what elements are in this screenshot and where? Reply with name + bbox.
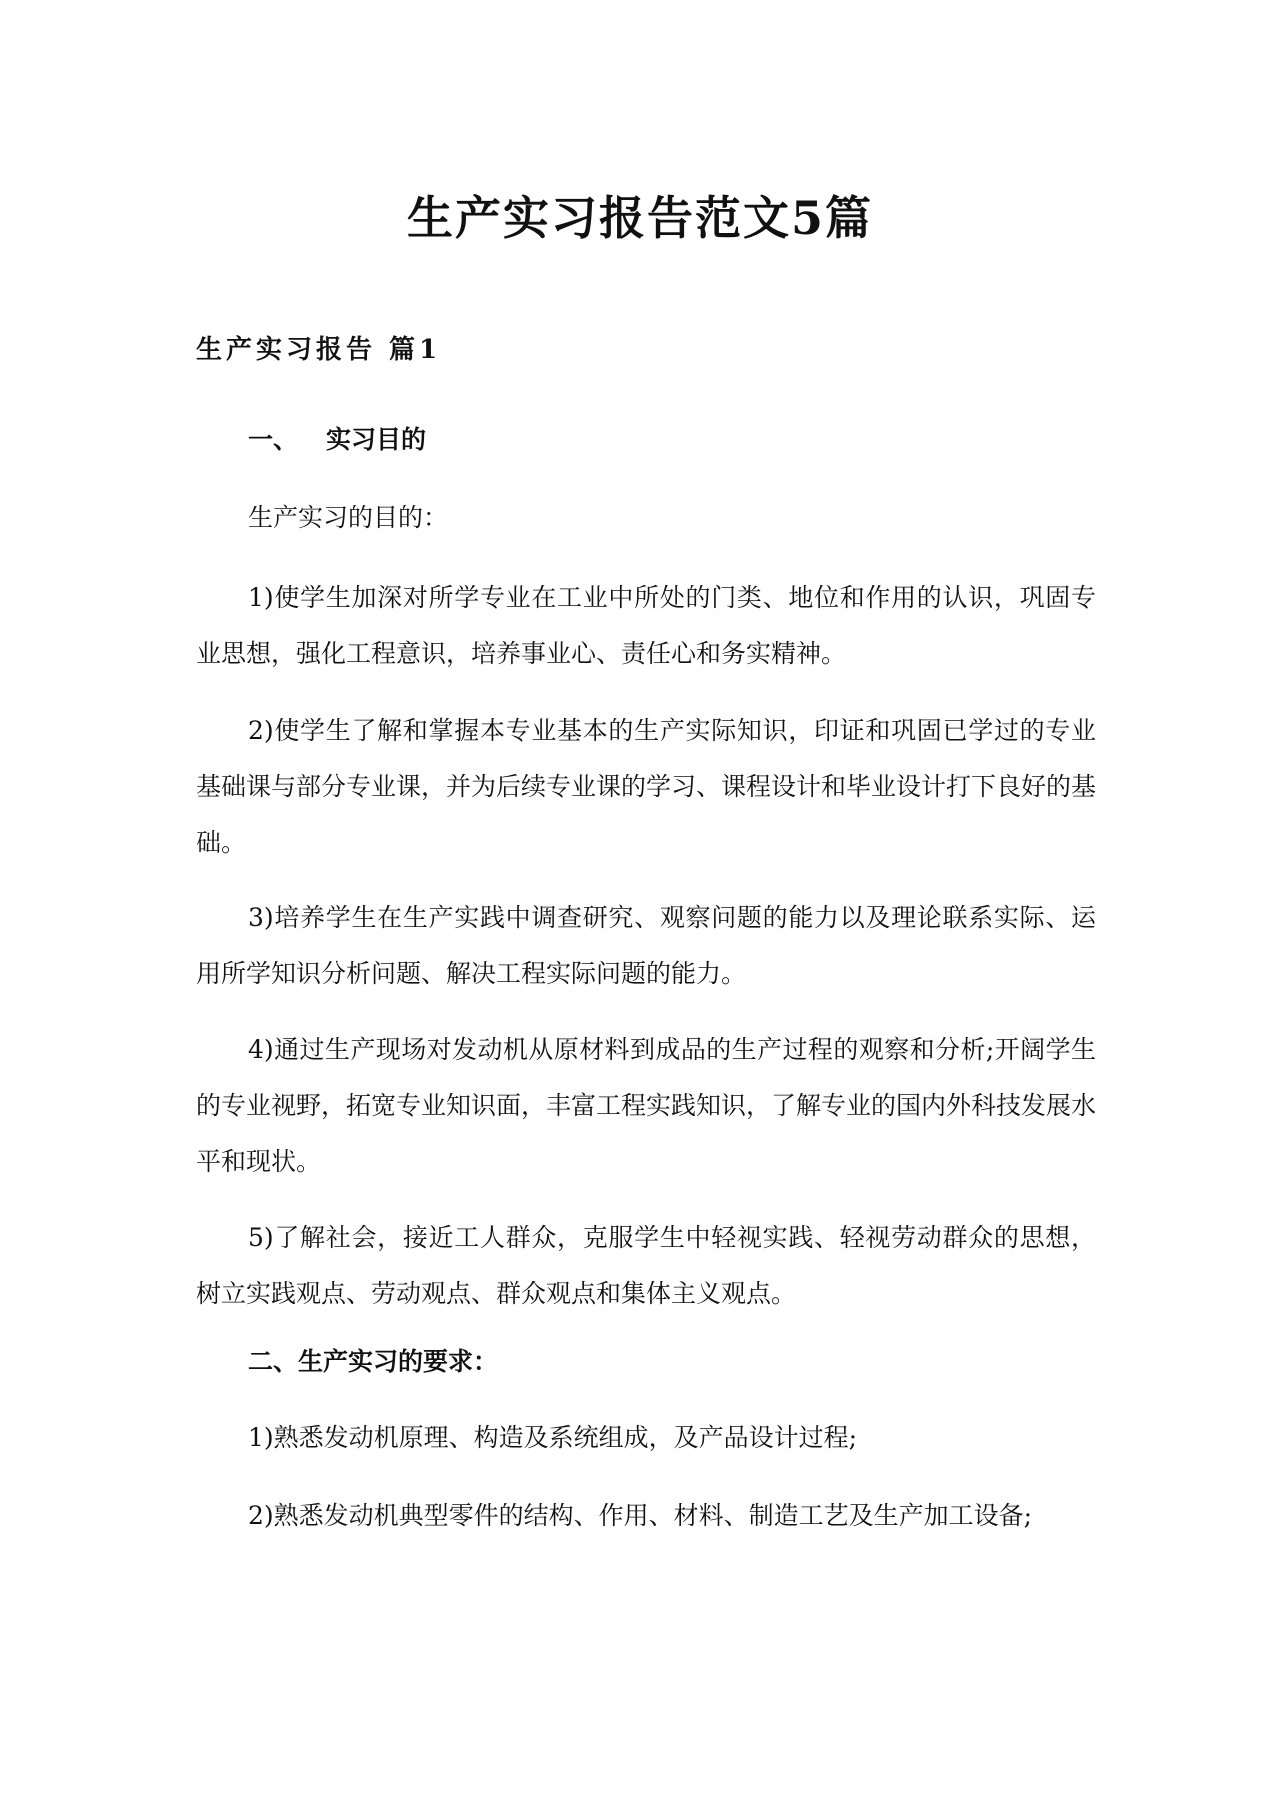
purpose-paragraph-3: 3)培养学生在生产实践中调查研究、观察问题的能力以及理论联系实际、运用所学知识分析问题、解决工程实际问题的能力。	[196, 903, 1096, 988]
purpose-paragraph-1: 1)使学生加深对所学专业在工业中所处的门类、地位和作用的认识，巩固专业思想，强化工程意识，培养事业心、责任心和务实精神。	[196, 583, 1096, 668]
section-number: 一、	[248, 425, 299, 454]
purpose-paragraph-4: 4)通过生产现场对发动机从原材料到成品的生产过程的观察和分析;开阔学生的专业视野，拓宽专业知识面，丰富工程实践知识，了解专业的国内外科技发展水平和现状。	[196, 1035, 1097, 1176]
requirement-paragraph-2: 2)熟悉发动机典型零件的结构、作用、材料、制造工艺及生产加工设备;	[248, 1501, 1033, 1530]
document-title: 生产实习报告范文5篇	[406, 191, 873, 245]
article-heading: 生产实习报告 篇1	[196, 335, 442, 365]
requirement-paragraph-1: 1)熟悉发动机原理、构造及系统组成，及产品设计过程;	[248, 1423, 858, 1452]
intro-paragraph: 生产实习的目的：	[248, 503, 449, 532]
purpose-paragraph-2: 2)使学生了解和掌握本专业基本的生产实际知识，印证和巩固已学过的专业基础课与部分专业课，并为后续专业课的学习、课程设计和毕业设计打下良好的基础。	[196, 716, 1097, 857]
section-title: 实习目的	[326, 425, 427, 454]
section-heading-purpose	[248, 420, 426, 460]
section-heading-requirements: 二、生产实习的要求：	[248, 1347, 499, 1376]
purpose-paragraph-5: 5)了解社会，接近工人群众，克服学生中轻视实践、轻视劳动群众的思想，树立实践观点、劳动观点、群众观点和集体主义观点。	[196, 1223, 1096, 1308]
